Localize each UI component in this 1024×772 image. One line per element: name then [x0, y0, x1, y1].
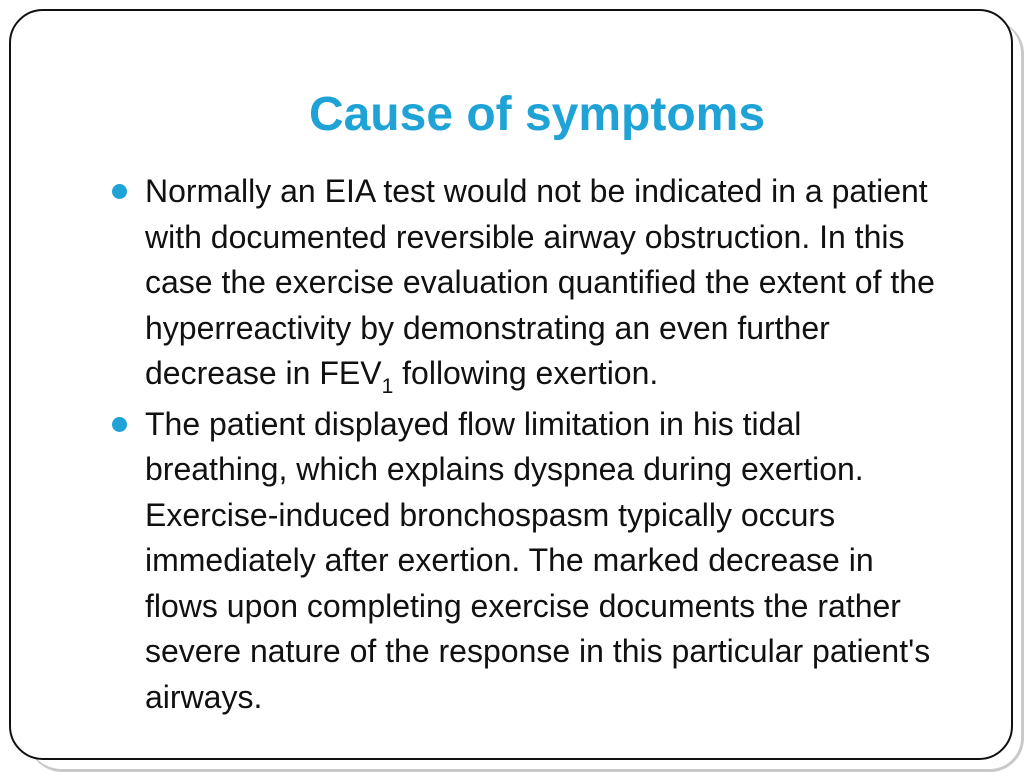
slide-title: Cause of symptoms: [308, 88, 766, 141]
bullet-dot-icon: [112, 184, 127, 199]
bullet-dot-icon: [112, 417, 127, 432]
bullet-text: The patient displayed flow limitation in his tidal breathing, which explains dyspnea during exertion. Exercise-induced bronchospasm typically occurs immediately after exertion. The marked decrease in flows upon completing exercise documents the rather severe nature of the response in this particular patient's airways.: [145, 405, 931, 715]
bullet-list: [108, 169, 948, 725]
bullet-text-part: following exertion.: [393, 355, 659, 391]
bullet-item-eia-test: [108, 169, 948, 397]
bullet-item-flow-limitation: [108, 402, 948, 721]
fev-subscript: 1: [381, 375, 394, 398]
bullet-text-part: Normally an EIA test would not be indicated in a patient with documented reversible airway obstruction. In this case the exercise evaluation quantified the extent of the hyperreactivity by demonstrating an even further decrease in FEV: [145, 173, 935, 391]
